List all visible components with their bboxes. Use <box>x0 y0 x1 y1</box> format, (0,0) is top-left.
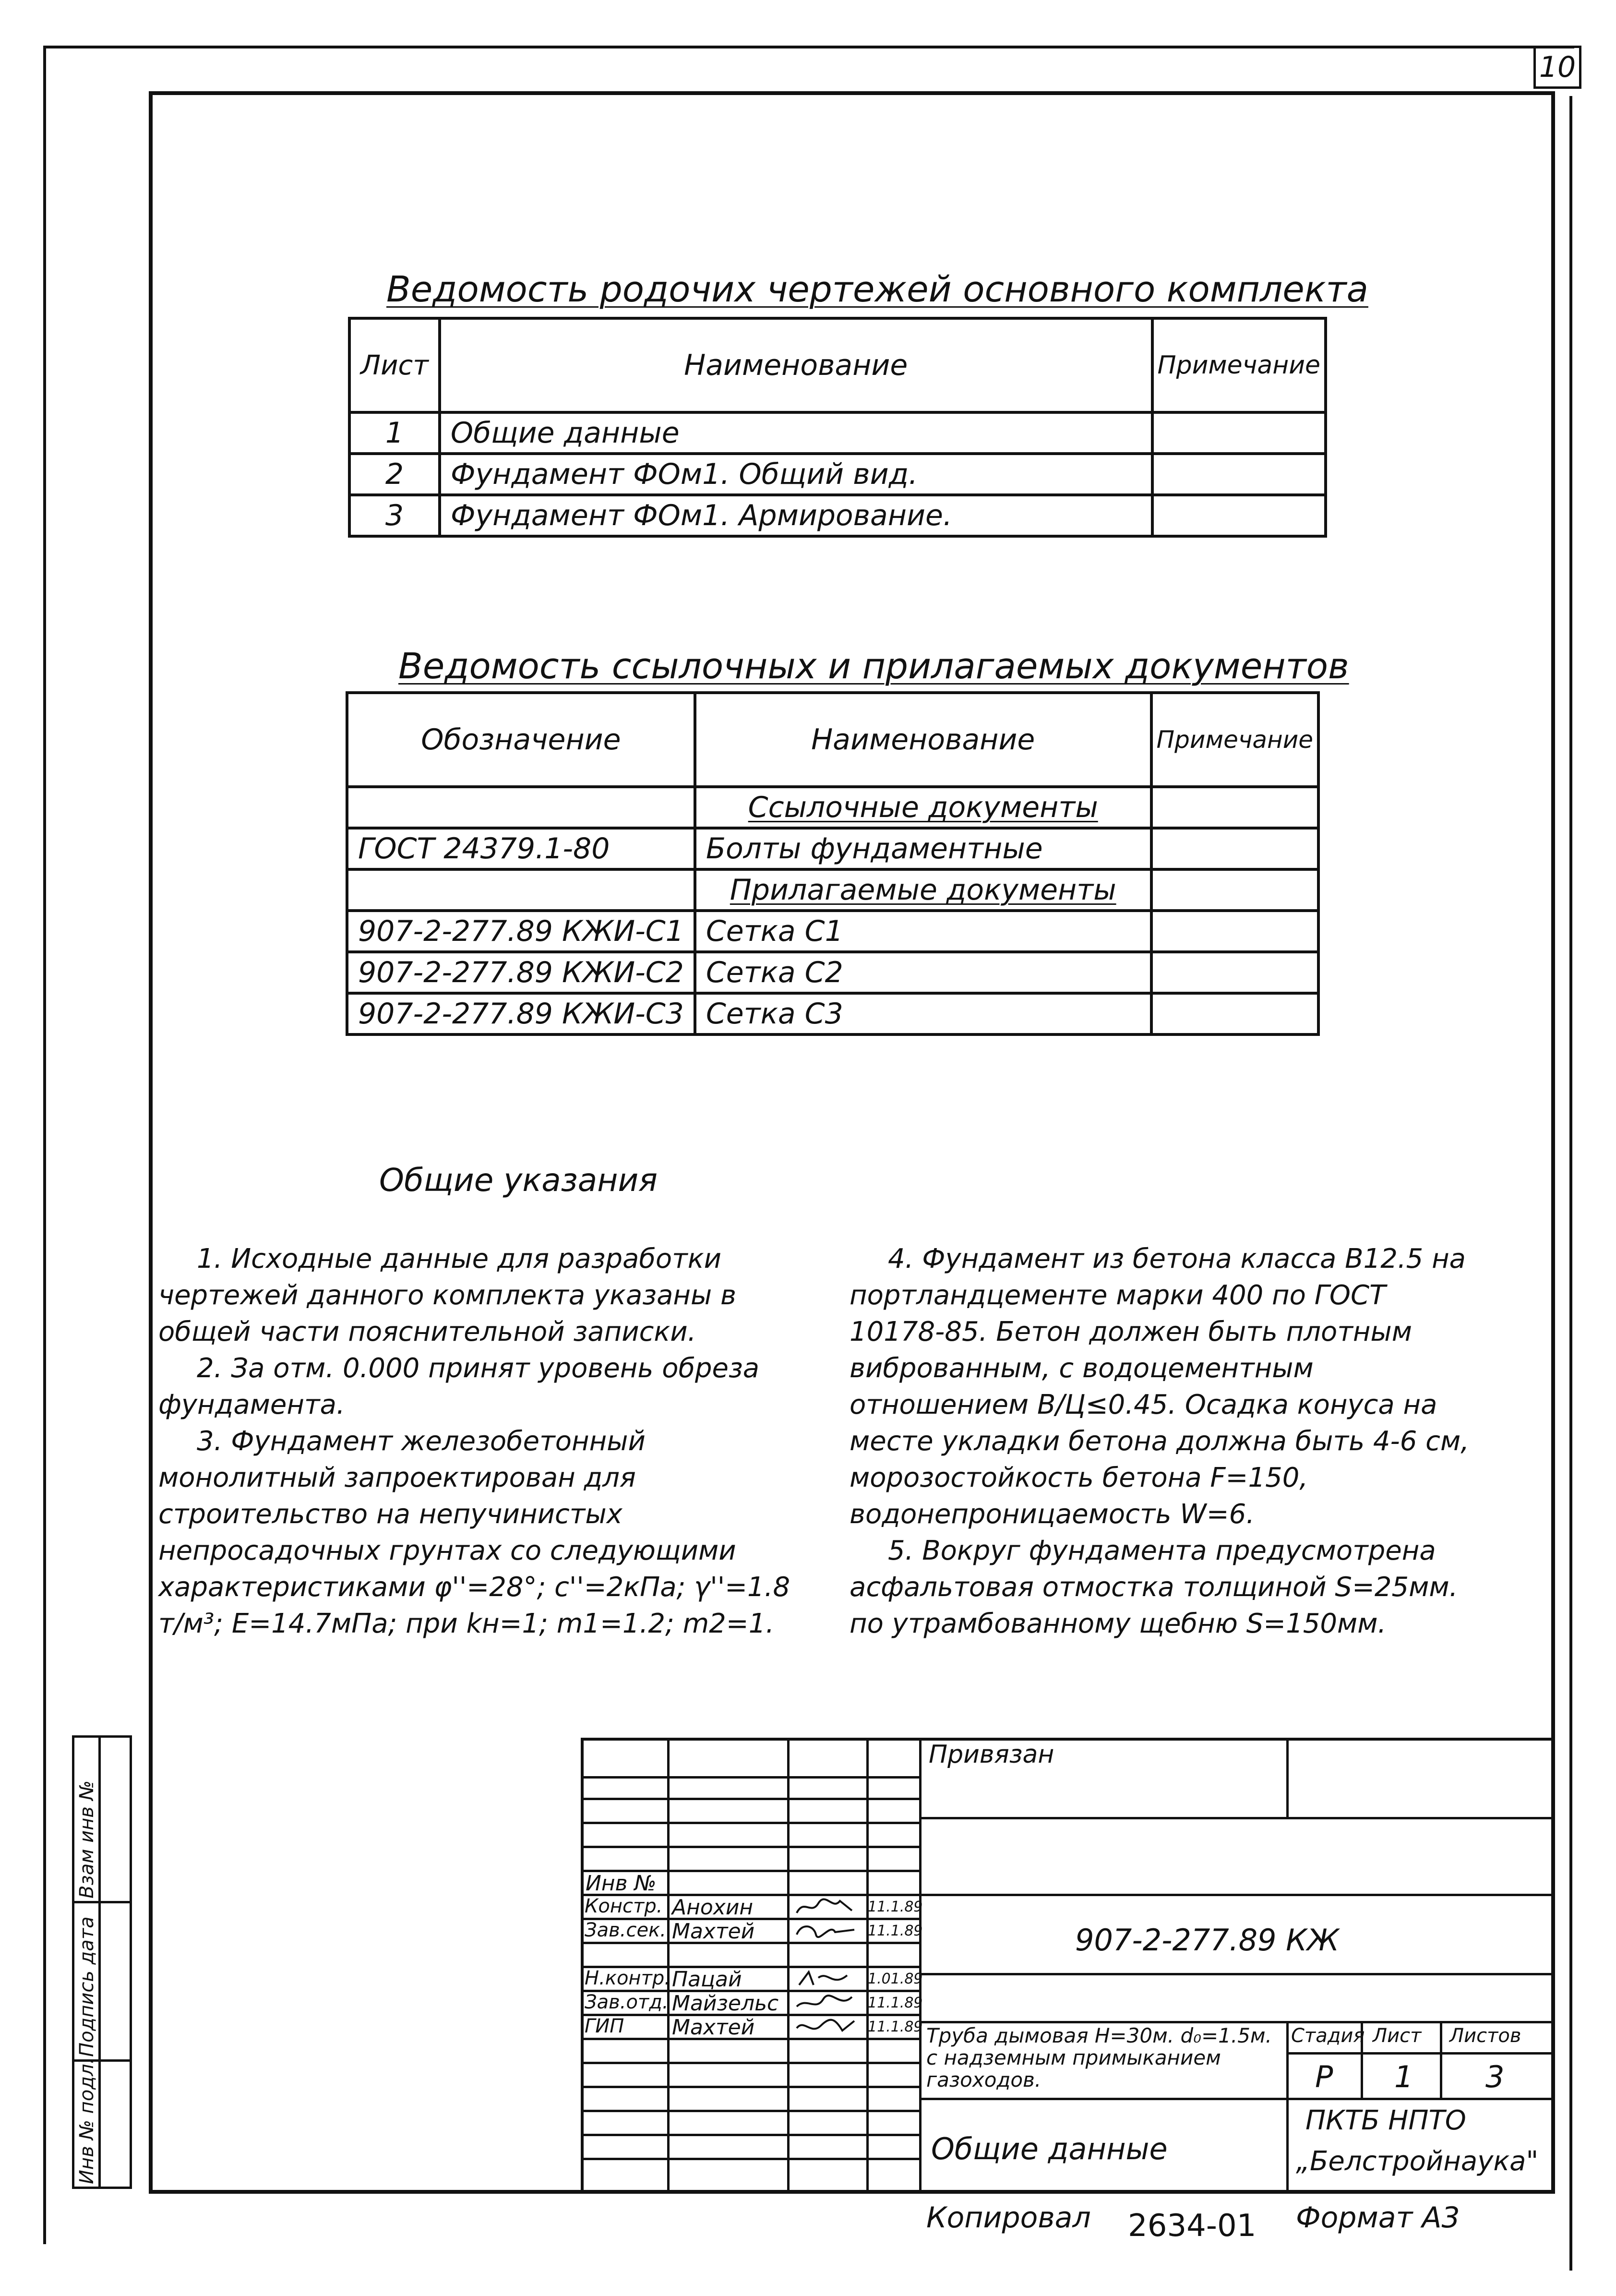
col-designation: Обозначение <box>347 693 695 787</box>
row-name: Фундамент ФОм1. Общий вид. <box>440 454 1152 495</box>
col-name: Наименование <box>695 693 1151 787</box>
role: Зав.сек. <box>585 1919 666 1941</box>
role-name: Анохин <box>672 1895 754 1920</box>
row-note <box>1151 869 1318 911</box>
object-name: Труба дымовая Н=30м. d₀=1.5м. с надземным примыканием газоходов. <box>926 2024 1272 2092</box>
role: Н.контр. <box>585 1967 670 1989</box>
row-name: Сетка С1 <box>695 911 1151 952</box>
row-sheet: 3 <box>349 495 440 536</box>
role-date: 11.1.89 <box>868 2019 923 2035</box>
table-row <box>349 495 1326 536</box>
inv-no-label: Инв № <box>586 1871 657 1896</box>
row-designation: 907-2-277.89 КЖИ-С1 <box>347 911 695 952</box>
documents-list-table <box>346 691 1320 1036</box>
page-number: 10 <box>1533 46 1581 89</box>
table-row <box>347 993 1318 1034</box>
col-note: Примечание <box>1151 693 1318 787</box>
role-name: Майзельс <box>672 1991 779 2016</box>
row-designation: 907-2-277.89 КЖИ-С2 <box>347 952 695 993</box>
table-row <box>347 911 1318 952</box>
section-heading: Прилагаемые документы <box>730 873 1116 907</box>
side-stamp-inv-orig: Инв № подл. <box>76 2057 98 2184</box>
row-note <box>1151 828 1318 869</box>
row-note <box>1151 787 1318 828</box>
notes-left-column <box>158 1241 797 1642</box>
table-header <box>349 318 1326 412</box>
note-4: 4. Фундамент из бетона класса В12.5 на портландцементе марки 400 по ГОСТ 10178-85. Бетон должен быть плотным виброванным, с водоцементным отношением В/Ц≤0.45. Осадка конуса на месте укладки бетона должна быть 4-6 см, морозостойкость бетона F=150, водонепроницаемость W=6. <box>850 1243 1470 1530</box>
drawings-list-title: Ведомость родочих чертежей основного комплекта <box>386 269 1368 310</box>
row-note <box>1151 952 1318 993</box>
tied-label: Привязан <box>929 1740 1054 1769</box>
col-sheet: Лист <box>349 318 440 412</box>
sheet-value: 1 <box>1394 2059 1413 2094</box>
row-name: Сетка С2 <box>695 952 1151 993</box>
col-note: Примечание <box>1152 318 1326 412</box>
row-note <box>1151 911 1318 952</box>
general-notes-title: Общие указания <box>379 1162 658 1199</box>
role: ГИП <box>585 2015 624 2037</box>
role-date: 11.1.89 <box>868 1923 923 1939</box>
row-designation: ГОСТ 24379.1-80 <box>347 828 695 869</box>
row-name: Сетка С3 <box>695 993 1151 1034</box>
organization-line2: „Белстройнаука" <box>1296 2146 1539 2177</box>
row-name: Общие данные <box>440 412 1152 454</box>
role-name: Махтей <box>672 1919 755 1944</box>
table-row <box>347 952 1318 993</box>
stage-value: Р <box>1315 2059 1333 2094</box>
table-row <box>347 828 1318 869</box>
row-note <box>1152 495 1326 536</box>
row-name: Фундамент ФОм1. Армирование. <box>440 495 1152 536</box>
signature <box>794 1968 857 1990</box>
note-3: 3. Фундамент железобетонный монолитный запроектирован для строительство на непучинистых непросадочных грунтах со следующими характеристиками φ''=28°; c''=2кПа; γ''=1.8 т/м³; E=14.7мПа; при kн=1; m1=1.2; m2=1. <box>158 1426 790 1639</box>
sheet-title: Общие данные <box>931 2131 1168 2166</box>
signature <box>794 1896 857 1918</box>
table-row <box>349 454 1326 495</box>
side-stamp-signature-date: Подпись дата <box>76 1916 98 2057</box>
table-header <box>347 693 1318 787</box>
document-code: 907-2-277.89 КЖ <box>1075 1923 1339 1958</box>
row-note <box>1151 993 1318 1034</box>
row-designation: 907-2-277.89 КЖИ-С3 <box>347 993 695 1034</box>
row-note <box>1152 412 1326 454</box>
note-2: 2. За отм. 0.000 принят уровень обреза фундамента. <box>158 1353 760 1420</box>
drawings-list-table <box>348 317 1327 538</box>
role-name: Махтей <box>672 2015 755 2040</box>
role: Зав.отд. <box>585 1991 669 2013</box>
note-1: 1. Исходные данные для разработки чертежей данного комплекта указаны в общей части пояснительной записки. <box>158 1243 737 1347</box>
role: Констр. <box>585 1895 663 1917</box>
signature <box>794 2016 857 2038</box>
table-row <box>347 869 1318 911</box>
right-frame-edge <box>1569 96 1572 2271</box>
col-name: Наименование <box>440 318 1152 412</box>
role-name: Пацай <box>672 1967 742 1992</box>
signature <box>794 1920 857 1942</box>
sheet-label: Лист <box>1373 2025 1422 2047</box>
sheets-label: Листов <box>1449 2025 1521 2047</box>
stage-label: Стадия <box>1291 2025 1365 2047</box>
side-stamp-replaces-inv: Взам инв № <box>76 1780 98 1899</box>
role-date: 1.01.89 <box>868 1971 923 1987</box>
row-designation <box>347 869 695 911</box>
row-designation <box>347 787 695 828</box>
signature <box>794 1992 857 2014</box>
notes-right-column <box>850 1241 1488 1642</box>
documents-list-title: Ведомость ссылочных и прилагаемых документов <box>398 646 1349 687</box>
table-row <box>349 412 1326 454</box>
table-row <box>347 787 1318 828</box>
role-date: 11.1.89 <box>868 1899 923 1915</box>
row-sheet: 1 <box>349 412 440 454</box>
row-name: Болты фундаментные <box>695 828 1151 869</box>
copy-number: 2634-01 <box>1128 2208 1257 2244</box>
row-sheet: 2 <box>349 454 440 495</box>
row-note <box>1152 454 1326 495</box>
note-5: 5. Вокруг фундамента предусмотрена асфальтовая отмостка толщиной S=25мм. по утрамбованному щебню S=150мм. <box>850 1535 1458 1639</box>
section-heading: Ссылочные документы <box>748 791 1098 824</box>
format-label: Формат А3 <box>1296 2201 1460 2235</box>
organization-line1: ПКТБ НПТО <box>1305 2105 1466 2136</box>
sheets-value: 3 <box>1485 2059 1505 2094</box>
copied-label: Копировал <box>926 2201 1091 2235</box>
role-date: 11.1.89 <box>868 1995 923 2011</box>
